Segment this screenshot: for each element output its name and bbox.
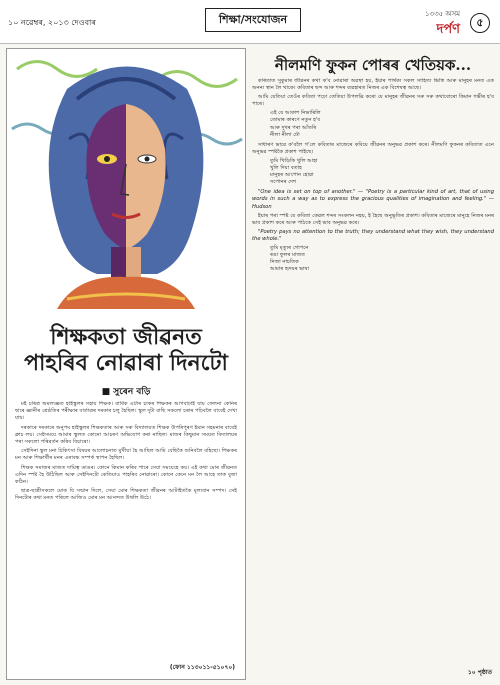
author-contact: (ফোন ১১৩০১১-৫১০৭০) — [169, 664, 235, 671]
verse-line: নীলা নীলা ঢৌ — [270, 131, 300, 138]
verse-line: নিজা নাচতিক — [270, 259, 299, 266]
right-article — [252, 48, 494, 680]
body-paragraph: আমি যেতিয়া তেওঁৰ কবিতা পঢ়ো তেতিয়া উপলব্ধি কৰো যে মানুহৰ জীৱনৰ সৰু সৰু কথাবোৰো কিমান গভীৰ হ'ব পাৰে। — [252, 94, 494, 108]
verse-line: খুলি দিয়া বতাহ — [270, 165, 302, 172]
left-article — [6, 48, 246, 680]
verse-line: তুমি মৃত্যুৰ গোপনে — [270, 244, 309, 251]
article-body — [252, 78, 494, 668]
poem-excerpt — [252, 158, 494, 186]
body-paragraph: ছাত্ৰ-ছাত্ৰীসকলে মোক যি সন্মান দিলে, সেয়া মোৰ শিক্ষকতা জীৱনৰ আটাইতকৈ মূল্যবান সম্পদ। সেই দিনটোৰ কথা মনত পৰিলে আজিও মোৰ মন আনন্দত উথলি উঠে। — [15, 488, 237, 502]
body-paragraph: দৰকাৰে দৰকাৰে অনুপম হাইস্কুলৰ শিক্ষকতাৰ আৰু সৰু বিদ্যালয়ত শিক্ষক উপৰিপুৰণ ইমান সহমনাৰ বাবেই ক্লাচ লয়। সেইসময়ে আমাৰ স্কুলত কোনো আচৰণ অভিযোগ কৰা নাছিল। মাজৰ কিছুমান সময়ত বিদ্যালয়ৰ পৰা সকলো পৰিৱৰ্তন কৰিব বিচাৰো। — [15, 424, 237, 446]
newspaper-brand — [425, 8, 460, 41]
verse-line: আৰু দুখৰ পৰা আঁতৰি — [270, 124, 317, 131]
verse-line: তুমি খিড়িকি খুলি আহা — [270, 157, 318, 164]
brand-name: দৰ্পণ — [436, 22, 460, 37]
brand-top: ১৩৩৫ অসম — [425, 10, 460, 18]
article-title: নীলমণি ফুকন পোৰৰ খেতিয়ক... — [274, 56, 472, 74]
body-paragraph: ইয়াৰ পৰা স্পষ্ট যে কবিতা কেৱল শব্দৰ সংকলন নহয়, ই হৈছে অনুভূতিৰ প্ৰকাশ। কবিতাৰ মাজেৰে মানুহে নিজৰ মনৰ ভাব প্ৰকাশ কৰে আৰু পাঠকে সেই ভাব অনুভৱ কৰে। — [252, 212, 494, 226]
verse-line: সপোনৰ দেশ — [270, 179, 297, 186]
verse-line: ৰঙা ফুলৰ মাজত — [270, 252, 306, 259]
page-number: ৫ — [470, 13, 490, 33]
poem-excerpt — [252, 110, 494, 138]
issue-date: ১০ নৱেম্বৰ, ২০১৩ দেওবাৰ — [8, 18, 96, 27]
body-paragraph: সাধাৰণ ভাৱে ক'বলৈ গ'লে কবিতাৰ মাজেৰে কবিয়ে জীৱনৰ অনুভৱ প্ৰকাশ কৰে। নীলমণি ফুকনৰ কবিতাত এনে অনুভৱ স্পষ্টকৈ প্ৰকাশ পাইছে। — [252, 141, 494, 155]
title-line-1: শিক্ষকতা জীৱনত — [50, 324, 202, 350]
section-label: শিক্ষা/সংযোজন — [205, 8, 301, 32]
poem-excerpt — [252, 245, 494, 273]
verse-line: আমাৰ হৃদয়ৰ ভাষা — [270, 266, 309, 273]
article-title — [7, 324, 245, 376]
verse-line: মানুহৰ আপোন হোৱা — [270, 172, 314, 179]
title-line-2: পাহৰিব নোৱাৰা দিনটো — [24, 350, 228, 376]
page-header — [0, 0, 500, 44]
body-paragraph: মই চৰিত্ৰ অমল্যজ্ঞত হাইস্কুলৰ সহায় শিক্ষক। বাৰ্ষিক এটাৰ চাকৰ শিক্ষকৰ আগবাঢ়াই যায় ফেলনা কেনিৰ দ্বাৰে জ্ঞানীৰ শ্ৰেষ্ঠতিৰ পৰীক্ষাৰ বাৰ্তাত্ৰৰ দৰকাৰ চলু হৈছিল। স্কুল দুটা বাছি সকলো চৰাৰ পঢ়িবলৈ বাবেই দেখা যায়। — [15, 401, 237, 422]
english-quote: "One idea is set on top of another." — "Poetry is a particular kind of art, that of using words in such a way as to express the gracious qualities of imagination and feeling." — Hudson — [252, 189, 494, 210]
body-paragraph: শিক্ষক সমাজৰ মাজত দায়িত্ব ডাঙৰ। কোনে কিমান কৰিব পাৰে সেয়া সময়েহে কয়। এই কথা মোৰ জীৱনত এদিন স্পষ্ট হৈ উঠিছিল আৰু সেইদিনটো কেতিয়াও পাহৰিব নোৱাৰো। কোনে কেনে মন লৈ আহে তাক বুজা কঠিন। — [15, 464, 237, 486]
continued-on-page: ১০ পৃষ্ঠাত — [467, 669, 492, 676]
article-body — [15, 401, 237, 669]
body-paragraph: কৰিতাত সুকুমাৰ জীৱনৰ কথা ক'ব নোৱাৰা অৱস্থা হয়, ইয়াৰ পাৰ্থক্য সকল সাহিত্য ভিত্তি আৰু মানুহৰ মনত এক অনন্য স্থান লৈ থাকে। কবিতাৰ ছন্দ আৰু শব্দৰ ব্যৱহাৰত নিজৰ এক বিশেষত্ব আছে। — [252, 78, 494, 92]
english-quote: "Poetry pays no attention to the truth; they understand what they wish, they understand the whole." — [252, 228, 494, 242]
verse-line: তোমাৰ কাৰণে নতুন হ'ব — [270, 117, 321, 124]
author-byline: ■ সুৰেন বড়ি — [101, 387, 151, 397]
portrait-artwork — [7, 49, 245, 309]
verse-line: এই যে আকাশ নিভাৰিলি — [270, 110, 321, 117]
body-paragraph: সেইদিনা স্কুল মনা চিকিৎসা বিষয়ৰ আলোচনাত মুখীয়া হৈ আছিল আমি বেছিকৈ শুনিবলৈ বহিছো। শিক্ষকৰ মন আৰু শিক্ষাৰ্থীৰ মনৰ এৰাবদ্ধ সম্পৰ্ক স্থাপন হৈছিল। — [15, 448, 237, 462]
